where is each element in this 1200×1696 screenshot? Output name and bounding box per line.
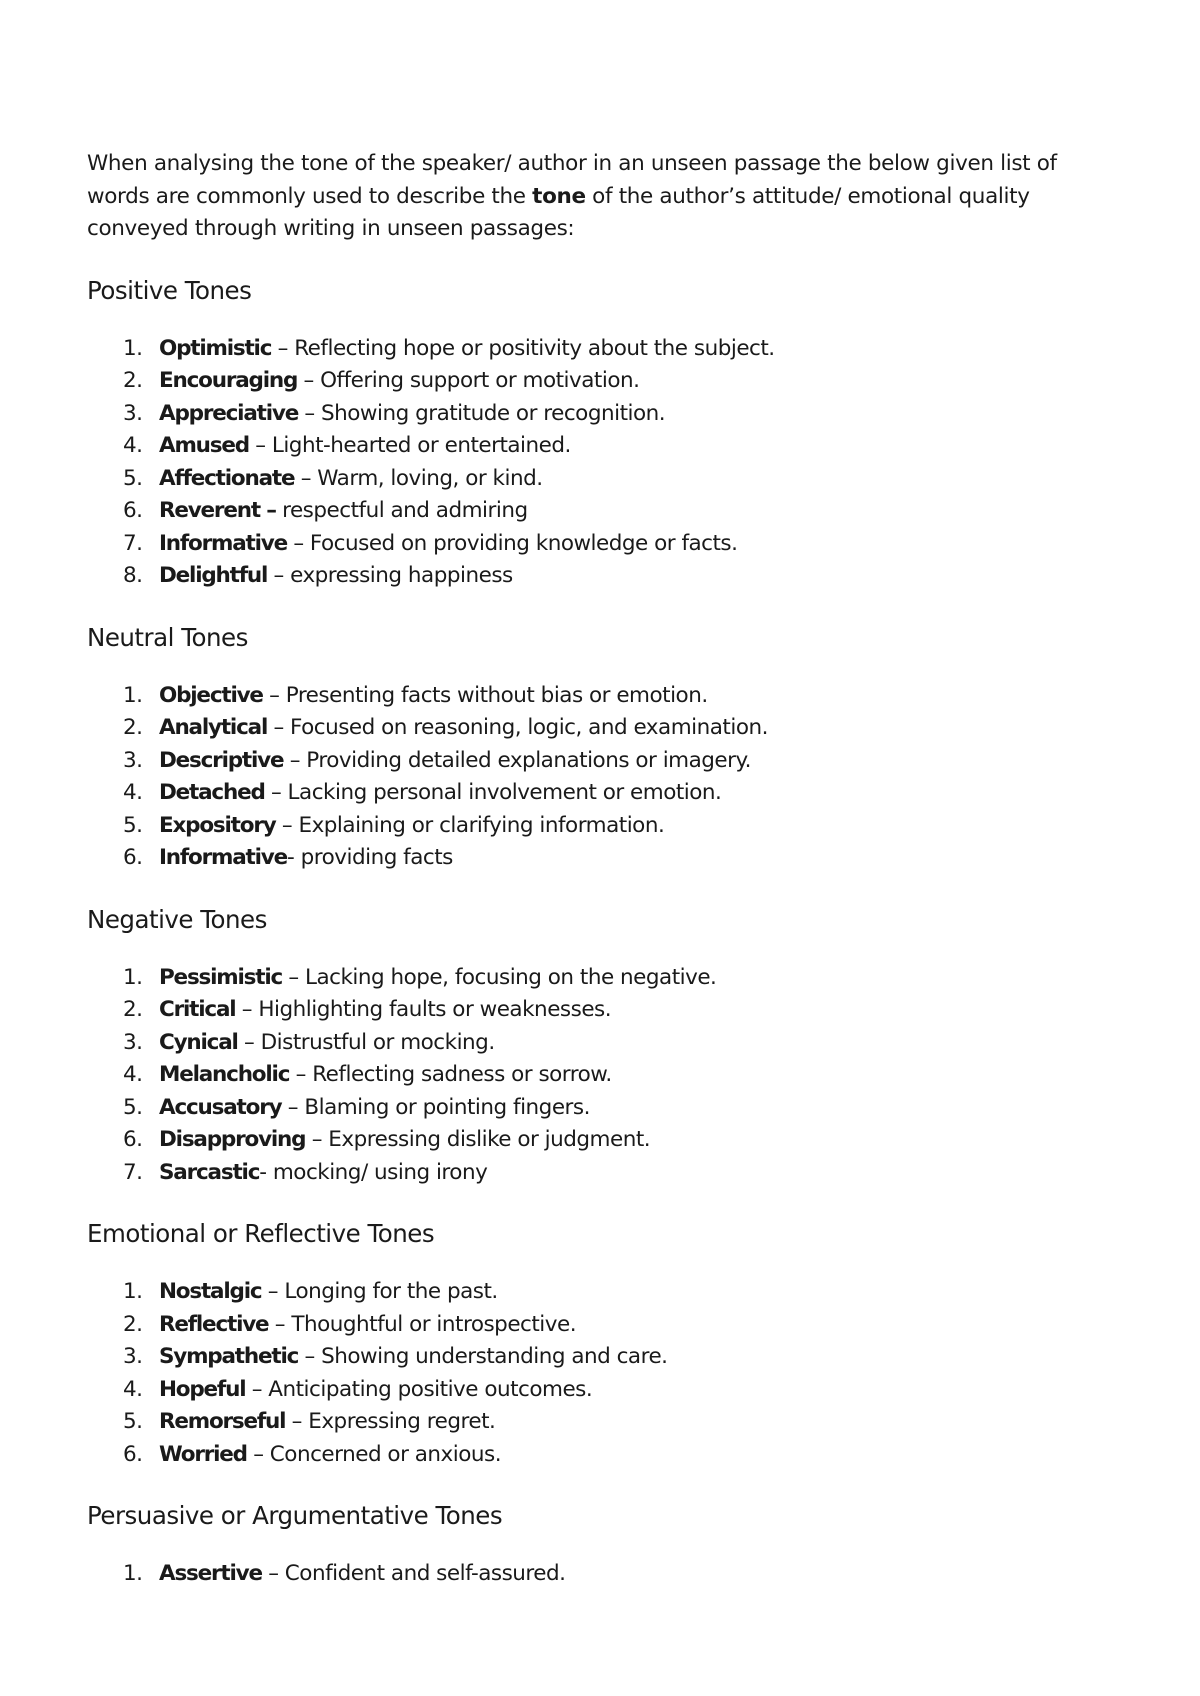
tone-term: Reflective <box>159 1311 269 1337</box>
tone-section <box>87 1500 1117 1591</box>
tone-description: – Lacking personal involvement or emotion. <box>264 780 722 805</box>
list-number: 2. <box>123 997 143 1022</box>
list-number: 5. <box>123 465 143 491</box>
list-item-text <box>159 1439 501 1472</box>
tone-list-item <box>87 528 1117 561</box>
list-item-text <box>159 1309 576 1342</box>
tone-list-item <box>87 1341 1117 1374</box>
tone-list-item <box>87 994 1117 1027</box>
list-item-text <box>159 1157 487 1190</box>
list-item-text <box>159 810 664 843</box>
list-number: 3. <box>123 747 143 773</box>
list-number: 6. <box>123 498 143 523</box>
document-page <box>87 148 1117 1591</box>
tone-term: Informative <box>159 530 287 556</box>
list-number: 3. <box>123 1344 143 1369</box>
tone-term: Melancholic <box>159 1062 290 1087</box>
list-item-text <box>159 333 775 366</box>
tone-list-item <box>87 495 1117 528</box>
tone-description: – Reflecting hope or positivity about the subject. <box>271 335 775 361</box>
tone-list <box>87 962 1117 1190</box>
list-number: 1. <box>123 682 143 708</box>
tone-term: Pessimistic <box>159 964 283 990</box>
list-number: 4. <box>123 433 143 458</box>
tone-list-item <box>87 430 1117 463</box>
tone-term: Sympathetic <box>159 1344 299 1369</box>
tone-description: – Providing detailed explanations or imagery. <box>283 747 751 773</box>
tone-list-item <box>87 810 1117 843</box>
tone-section <box>87 275 1117 593</box>
list-item-text <box>159 962 716 995</box>
list-number: 8. <box>123 563 143 588</box>
tone-term: Delightful <box>159 563 268 588</box>
tone-description: – Focused on reasoning, logic, and examination. <box>267 715 768 740</box>
tone-term: Objective <box>159 682 263 708</box>
tone-description: – Blaming or pointing fingers. <box>281 1094 590 1120</box>
tone-description: – Light-hearted or entertained. <box>248 433 571 458</box>
list-item-text <box>159 842 453 875</box>
tone-description: – Explaining or clarifying information. <box>275 812 665 838</box>
tone-description: – Confident and self-assured. <box>261 1561 566 1586</box>
list-number: 4. <box>123 1062 143 1087</box>
list-item-text <box>159 1341 668 1374</box>
tone-term: Appreciative <box>159 400 299 426</box>
tone-list-item <box>87 560 1117 593</box>
tone-list-item <box>87 1059 1117 1092</box>
tone-description: – Expressing dislike or judgment. <box>305 1127 651 1152</box>
tone-term: Accusatory <box>159 1094 282 1120</box>
section-heading: Emotional or Reflective Tones <box>87 1219 435 1248</box>
tone-section <box>87 904 1117 1190</box>
tone-list-item <box>87 1558 1117 1591</box>
list-item-text <box>159 1059 612 1092</box>
tone-term: Assertive <box>159 1561 262 1586</box>
tone-description: – Showing understanding and care. <box>298 1344 668 1369</box>
list-item-text <box>159 777 721 810</box>
tone-sections <box>87 275 1117 1591</box>
tone-description: – Focused on providing knowledge or facts. <box>287 530 738 556</box>
tone-description: – expressing happiness <box>267 563 513 588</box>
tone-description: – Distrustful or mocking. <box>237 1029 495 1055</box>
tone-description: – Anticipating positive outcomes. <box>245 1376 593 1402</box>
tone-term: Encouraging <box>159 368 298 393</box>
list-item-text <box>159 1374 592 1407</box>
tone-term: Sarcastic <box>159 1159 260 1185</box>
tone-list-item <box>87 680 1117 713</box>
tone-description: – Reflecting sadness or sorrow. <box>289 1062 612 1087</box>
tone-term: Expository <box>159 812 276 838</box>
list-number: 1. <box>123 1561 143 1586</box>
tone-description: – Highlighting faults or weaknesses. <box>235 997 612 1022</box>
list-item-text <box>159 1406 495 1439</box>
tone-list-item <box>87 1374 1117 1407</box>
tone-list-item <box>87 1406 1117 1439</box>
list-number: 5. <box>123 1094 143 1120</box>
tone-term: Analytical <box>159 715 268 740</box>
tone-description: – Warm, loving, or kind. <box>294 465 543 491</box>
list-number: 7. <box>123 1159 143 1185</box>
tone-description: - providing facts <box>287 845 453 870</box>
tone-term: Descriptive <box>159 747 284 773</box>
section-heading: Negative Tones <box>87 904 267 934</box>
tone-description: – Showing gratitude or recognition. <box>298 400 666 426</box>
tone-list-item <box>87 365 1117 398</box>
tone-description: respectful and admiring <box>275 498 528 523</box>
intro-text-end: of the author’s attitude/ emotional quality conveyed through writing in unseen passages: <box>87 183 1030 241</box>
tone-term: Informative <box>159 845 287 870</box>
list-item-text <box>159 430 571 463</box>
tone-description: – Lacking hope, focusing on the negative. <box>282 964 717 990</box>
tone-term: Hopeful <box>159 1376 246 1402</box>
tone-term: Affectionate <box>159 465 295 491</box>
list-number: 4. <box>123 780 143 805</box>
list-number: 4. <box>123 1376 143 1402</box>
tone-description: – Thoughtful or introspective. <box>268 1311 577 1337</box>
list-number: 1. <box>123 335 143 361</box>
tone-list-item <box>87 962 1117 995</box>
tone-list <box>87 1276 1117 1471</box>
list-number: 6. <box>123 1441 143 1467</box>
tone-list-item <box>87 1092 1117 1125</box>
list-item-text <box>159 528 737 561</box>
tone-list-item <box>87 1027 1117 1060</box>
tone-description: – Presenting facts without bias or emotion. <box>262 682 708 708</box>
tone-description: – Offering support or motivation. <box>297 368 640 393</box>
tone-list-item <box>87 1276 1117 1309</box>
list-number: 1. <box>123 1279 143 1304</box>
tone-section <box>87 622 1117 875</box>
list-item-text <box>159 1124 650 1157</box>
tone-term: Detached <box>159 780 265 805</box>
list-item-text <box>159 463 543 496</box>
tone-list-item <box>87 463 1117 496</box>
tone-list-item <box>87 777 1117 810</box>
list-item-text <box>159 994 611 1027</box>
tone-term: Amused <box>159 433 249 458</box>
tone-term: Reverent – <box>159 498 276 523</box>
list-number: 3. <box>123 400 143 426</box>
list-number: 7. <box>123 530 143 556</box>
section-heading: Persuasive or Argumentative Tones <box>87 1501 503 1530</box>
list-item-text <box>159 680 708 713</box>
list-number: 6. <box>123 1127 143 1152</box>
intro-paragraph <box>87 148 1117 246</box>
tone-description: – Expressing regret. <box>285 1409 496 1434</box>
section-heading: Neutral Tones <box>87 622 248 652</box>
list-number: 5. <box>123 1409 143 1434</box>
list-item-text <box>159 1027 495 1060</box>
section-heading: Positive Tones <box>87 275 252 305</box>
tone-list-item <box>87 1309 1117 1342</box>
intro-text-start: When analysing the tone of the speaker/ author in an unseen passage the below given list of words are commonly used to describe the <box>87 151 1057 209</box>
list-number: 5. <box>123 812 143 838</box>
list-item-text <box>159 365 639 398</box>
tone-list-item <box>87 398 1117 431</box>
tone-list-item <box>87 745 1117 778</box>
tone-list-item <box>87 1439 1117 1472</box>
tone-list-item <box>87 1157 1117 1190</box>
list-item-text <box>159 1276 498 1309</box>
tone-list-item <box>87 842 1117 875</box>
tone-term: Nostalgic <box>159 1279 262 1304</box>
list-item-text <box>159 1558 566 1591</box>
tone-term: Remorseful <box>159 1409 286 1434</box>
tone-term: Worried <box>159 1441 247 1467</box>
list-number: 1. <box>123 964 143 990</box>
list-item-text <box>159 1092 590 1125</box>
tone-term: Optimistic <box>159 335 272 361</box>
list-number: 2. <box>123 715 143 740</box>
list-item-text <box>159 560 513 593</box>
list-item-text <box>159 398 665 431</box>
tone-description: - mocking/ using irony <box>259 1159 488 1185</box>
list-number: 3. <box>123 1029 143 1055</box>
tone-term: Cynical <box>159 1029 238 1055</box>
tone-description: – Concerned or anxious. <box>246 1441 502 1467</box>
list-number: 6. <box>123 845 143 870</box>
tone-term: Critical <box>159 997 236 1022</box>
tone-list-item <box>87 333 1117 366</box>
tone-description: – Longing for the past. <box>261 1279 498 1304</box>
tone-term: Disapproving <box>159 1127 306 1152</box>
tone-list <box>87 333 1117 593</box>
tone-list-item <box>87 1124 1117 1157</box>
list-number: 2. <box>123 368 143 393</box>
list-item-text <box>159 712 768 745</box>
tone-section <box>87 1218 1117 1471</box>
tone-list-item <box>87 712 1117 745</box>
tone-list <box>87 680 1117 875</box>
list-item-text <box>159 745 751 778</box>
list-item-text <box>159 495 528 528</box>
list-number: 2. <box>123 1311 143 1337</box>
intro-bold-word: tone <box>532 183 586 209</box>
tone-list <box>87 1558 1117 1591</box>
